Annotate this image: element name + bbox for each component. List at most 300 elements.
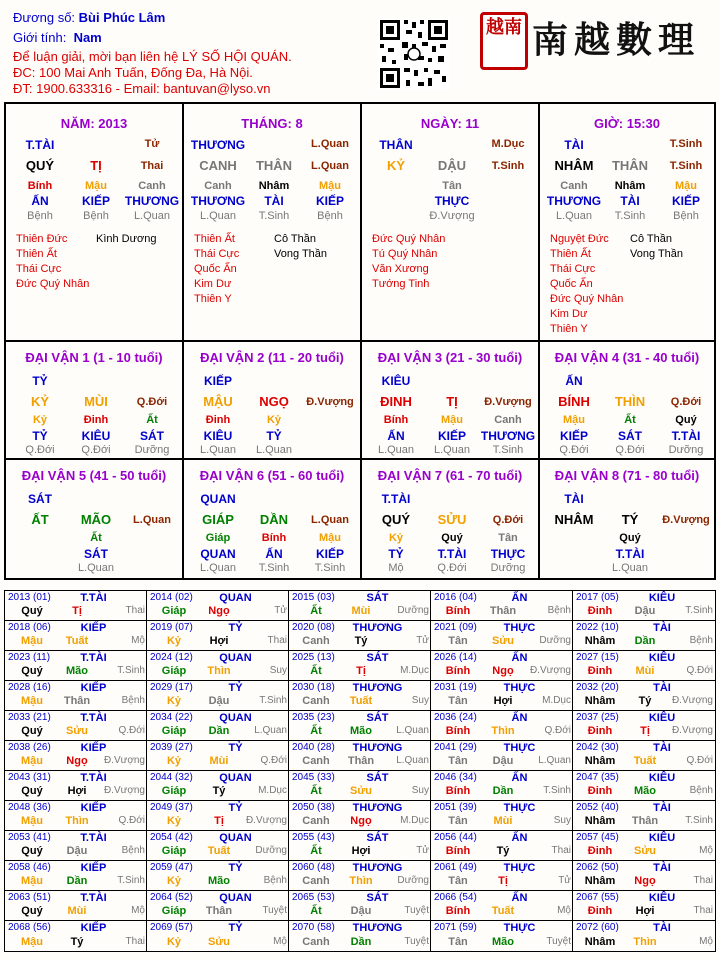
hidden-foot: L.Quan xyxy=(133,210,171,222)
year-chi: Tý xyxy=(212,785,226,797)
year-chi: Mão xyxy=(350,725,372,737)
hidden-stem: Mậu xyxy=(675,180,697,192)
year-chi: Tý xyxy=(496,845,510,857)
year-sinh: Bệnh xyxy=(121,845,145,856)
year-label: 2044 (32) xyxy=(150,772,193,783)
star-item: Kim Dư xyxy=(194,278,232,290)
year-sinh: Q.Đới xyxy=(686,665,713,676)
year-chi: Tuất xyxy=(207,845,231,857)
year-cell xyxy=(573,681,715,711)
year-chi: Dậu xyxy=(66,845,88,857)
year-label: 2015 (03) xyxy=(292,592,335,603)
year-can: Bính xyxy=(445,725,471,737)
year-pillar xyxy=(431,665,573,679)
year-cell xyxy=(5,831,147,861)
year-cell xyxy=(573,711,715,741)
year-chi: Mão xyxy=(492,936,514,948)
year-sinh: Mộ xyxy=(131,635,145,646)
year-can: Đinh xyxy=(587,725,613,737)
hidden-foot: T.Sinh xyxy=(492,444,524,456)
year-thap: THỰC xyxy=(503,682,536,694)
year-sinh: Bệnh xyxy=(121,695,145,706)
year-sinh: T.Sinh xyxy=(685,815,713,826)
year-sinh: Tử xyxy=(416,635,429,646)
year-label: 2022 (10) xyxy=(576,622,619,633)
year-thap: THỰC xyxy=(503,802,536,814)
year-can: Quý xyxy=(21,905,43,917)
hidden-stem: Mậu xyxy=(319,180,341,192)
year-thap: TỶ xyxy=(228,622,243,634)
star-item: Tướng Tinh xyxy=(372,278,430,290)
year-label: 2034 (22) xyxy=(150,712,193,723)
hidden-thap: THỰC xyxy=(490,547,526,561)
year-chi: Hợi xyxy=(209,635,229,647)
year-cell xyxy=(289,741,431,771)
year-label: 2054 (42) xyxy=(150,832,193,843)
year-cell xyxy=(431,651,573,681)
year-sinh: Đ.Vượng xyxy=(529,665,571,676)
year-pillar xyxy=(431,875,573,889)
year-sinh: Mộ xyxy=(699,936,713,947)
hidden-thap: THỰC xyxy=(434,194,470,208)
year-thap: SÁT xyxy=(366,652,389,664)
year-thap: KIÊU xyxy=(648,652,676,664)
year-sinh: Đ.Vượng xyxy=(671,725,713,736)
year-pillar xyxy=(5,695,147,709)
year-cell xyxy=(431,681,573,711)
year-pillar xyxy=(147,785,289,799)
hidden-stem: Bính xyxy=(383,414,409,426)
dai-van-title: ĐẠI VẬN 6 (51 - 60 tuổi) xyxy=(199,468,345,483)
hidden-thap: THƯƠNG xyxy=(190,194,246,208)
year-pillar xyxy=(147,605,289,619)
year-sinh: Đ.Vượng xyxy=(103,755,145,766)
year-thap: THỰC xyxy=(503,622,536,634)
hidden-thap: KIẾP xyxy=(437,429,466,443)
year-thap: THƯƠNG xyxy=(352,922,403,934)
year-cell xyxy=(573,591,715,621)
hidden-stem: Tân xyxy=(498,532,518,544)
year-chi: Mùi xyxy=(493,815,513,827)
hidden-foot: Q.Đới xyxy=(437,562,467,574)
year-label: 2042 (30) xyxy=(576,742,619,753)
year-thap: ẤN xyxy=(511,892,528,904)
year-pillar xyxy=(573,785,715,799)
dai-van-sinh: Đ.Vượng xyxy=(662,514,710,526)
year-label: 2061 (49) xyxy=(434,862,477,873)
year-sinh: Thai xyxy=(125,936,145,947)
dai-van-chi: NGỌ xyxy=(259,394,289,409)
hidden-stem: Giáp xyxy=(205,532,231,544)
year-pillar xyxy=(431,635,573,649)
year-sinh: Đ.Vượng xyxy=(671,695,713,706)
year-thap: SÁT xyxy=(366,772,389,784)
hidden-thap: ẤN xyxy=(31,194,49,208)
year-thap: THƯƠNG xyxy=(352,742,403,754)
year-label: 2020 (08) xyxy=(292,622,335,633)
year-can: Kỷ xyxy=(166,695,182,707)
year-chi: Tý xyxy=(354,635,368,647)
year-can: Bính xyxy=(445,605,471,617)
year-can: Giáp xyxy=(161,785,187,797)
address-line: ĐC: 100 Mai Anh Tuấn, Đống Đa, Hà Nội. xyxy=(13,65,253,80)
year-cell xyxy=(147,621,289,651)
year-sinh: Q.Đới xyxy=(118,815,145,826)
star-item: Thiên Ất xyxy=(194,233,235,245)
year-pillar xyxy=(289,605,431,619)
year-sinh: Tử xyxy=(558,875,571,886)
annual-luck-table xyxy=(4,590,716,952)
year-thap: THỰC xyxy=(503,742,536,754)
year-can: Nhâm xyxy=(584,695,616,707)
dai-van-1 xyxy=(6,342,184,460)
year-chi: Ngọ xyxy=(66,755,88,767)
year-cell xyxy=(147,801,289,831)
year-label: 2030 (18) xyxy=(292,682,335,693)
year-pillar xyxy=(573,755,715,769)
hidden-stem: Bính xyxy=(261,532,287,544)
year-sinh: Q.Đới xyxy=(544,725,571,736)
star-item: Văn Xương xyxy=(372,263,429,275)
pillar-thap-chi: L.Quan xyxy=(311,138,349,150)
year-label: 2062 (50) xyxy=(576,862,619,873)
year-can: Giáp xyxy=(161,845,187,857)
year-sinh: Tử xyxy=(274,605,287,616)
year-cell xyxy=(573,651,715,681)
year-cell xyxy=(147,861,289,891)
year-label: 2048 (36) xyxy=(8,802,51,813)
dai-van-can: KỶ xyxy=(30,394,50,409)
year-thap: THỰC xyxy=(503,862,536,874)
year-pillar xyxy=(5,605,147,619)
year-can: Mậu xyxy=(21,815,43,827)
dai-van-7 xyxy=(362,460,540,580)
year-can: Bính xyxy=(445,665,471,677)
year-cell xyxy=(147,711,289,741)
hidden-foot: L.Quan xyxy=(555,210,593,222)
year-sinh: Thai xyxy=(551,845,571,856)
year-label: 2066 (54) xyxy=(434,892,477,903)
hidden-foot: Đ.Vượng xyxy=(429,210,475,222)
hidden-foot: Dưỡng xyxy=(134,444,170,456)
dai-van-sinh: Đ.Vượng xyxy=(306,396,354,408)
year-chi: Sửu xyxy=(633,845,657,857)
year-cell xyxy=(431,591,573,621)
year-can: Canh xyxy=(302,815,330,827)
year-chi: Tuất xyxy=(349,695,373,707)
year-cell xyxy=(289,921,431,951)
year-cell xyxy=(431,831,573,861)
stars-bad xyxy=(630,232,683,262)
dai-van-chi: MÙI xyxy=(84,394,108,409)
year-cell xyxy=(431,621,573,651)
year-can: Canh xyxy=(302,635,330,647)
year-cell xyxy=(289,711,431,741)
year-chi: Tý xyxy=(638,695,652,707)
year-sinh: Tuyệt xyxy=(546,936,571,947)
year-pillar xyxy=(289,635,431,649)
hidden-stem: Mậu xyxy=(319,532,341,544)
year-pillar xyxy=(5,815,147,829)
year-chi: Ngọ xyxy=(492,665,514,677)
hidden-thap: TỶ xyxy=(32,429,48,443)
year-chi: Thân xyxy=(205,905,233,917)
year-chi: Mão xyxy=(208,875,230,887)
year-thap: T.TÀI xyxy=(80,652,107,664)
year-can: Nhâm xyxy=(584,936,616,948)
pillar-thap-chi: M.Dục xyxy=(491,138,525,150)
year-cell xyxy=(289,621,431,651)
dai-van-sinh: Q.Đới xyxy=(492,514,524,526)
year-pillar xyxy=(5,785,147,799)
year-label: 2071 (59) xyxy=(434,922,477,933)
year-chi: Dậu xyxy=(350,905,372,917)
dai-van-8 xyxy=(540,460,714,580)
star-item: Thiên Y xyxy=(194,293,232,305)
year-label: 2064 (52) xyxy=(150,892,193,903)
year-pillar xyxy=(573,725,715,739)
year-chi: Sửu xyxy=(65,725,89,737)
year-pillar xyxy=(431,785,573,799)
hidden-stem: Ất xyxy=(146,414,158,426)
year-pillar xyxy=(431,725,573,739)
year-pillar xyxy=(147,725,289,739)
hidden-thap: TÀI xyxy=(264,194,284,208)
year-thap: KIÊU xyxy=(648,592,676,604)
year-cell xyxy=(573,861,715,891)
year-thap: KIẾP xyxy=(80,742,107,754)
dai-van-5 xyxy=(6,460,184,580)
year-thap: THƯƠNG xyxy=(352,802,403,814)
year-sinh: Suy xyxy=(269,665,287,676)
year-pillar xyxy=(5,905,147,919)
star-item: Thiên Đức xyxy=(16,233,68,245)
dai-van-thap: TỶ xyxy=(32,374,48,388)
dai-van-can: QUÝ xyxy=(381,512,411,527)
dai-van-thap: TÀI xyxy=(564,492,584,506)
year-can: Giáp xyxy=(161,725,187,737)
gender-value: Nam xyxy=(73,30,102,45)
hidden-thap: TÀI xyxy=(620,194,640,208)
year-cell xyxy=(147,591,289,621)
year-label: 2021 (09) xyxy=(434,622,477,633)
pillar-title: NGÀY: 11 xyxy=(420,116,480,131)
year-chi: Mão xyxy=(634,785,656,797)
year-sinh: Bệnh xyxy=(689,785,713,796)
dai-van-chi: THÌN xyxy=(614,394,646,409)
hidden-stem: Quý xyxy=(441,532,463,544)
year-sinh: Mộ xyxy=(131,905,145,916)
year-chi: Dần xyxy=(66,875,88,887)
pillar-sinh: T.Sinh xyxy=(491,160,525,172)
hidden-foot: T.Sinh xyxy=(258,562,290,574)
pillar-thap-chi: T.Sinh xyxy=(669,138,703,150)
year-label: 2058 (46) xyxy=(8,862,51,873)
year-thap: KIÊU xyxy=(648,892,676,904)
dai-van-thap: QUAN xyxy=(200,492,236,506)
year-pillar xyxy=(573,665,715,679)
star-item: Kình Dương xyxy=(96,233,157,245)
year-chi: Tị xyxy=(72,605,82,617)
year-cell xyxy=(147,831,289,861)
dai-van-can: BÍNH xyxy=(558,394,590,409)
year-can: Kỷ xyxy=(166,936,182,948)
year-sinh: Bệnh xyxy=(263,875,287,886)
year-can: Bính xyxy=(445,845,471,857)
year-chi: Tị xyxy=(356,665,366,677)
year-cell xyxy=(5,741,147,771)
year-chi: Tý xyxy=(70,936,84,948)
year-thap: QUAN xyxy=(219,772,252,784)
hidden-thap: THƯƠNG xyxy=(124,194,180,208)
hidden-stem: Mậu xyxy=(563,414,585,426)
year-pillar xyxy=(431,755,573,769)
year-sinh: Đ.Vượng xyxy=(245,815,287,826)
year-chi: Mùi xyxy=(67,905,87,917)
year-can: Mậu xyxy=(21,875,43,887)
year-sinh: Tử xyxy=(416,845,429,856)
year-chi: Hợi xyxy=(493,695,513,707)
hidden-stem: Canh xyxy=(560,180,588,192)
year-label: 2046 (34) xyxy=(434,772,477,783)
year-can: Ất xyxy=(310,725,322,737)
year-chi: Tị xyxy=(214,815,224,827)
year-pillar xyxy=(573,605,715,619)
year-cell xyxy=(573,771,715,801)
year-pillar xyxy=(5,665,147,679)
year-sinh: Thai xyxy=(267,635,287,646)
hidden-stem: Mậu xyxy=(85,180,107,192)
year-pillar xyxy=(5,936,147,950)
hidden-thap: KIẾP xyxy=(315,547,344,561)
hidden-foot: Mộ xyxy=(388,562,404,574)
year-cell xyxy=(573,741,715,771)
year-pillar xyxy=(289,845,431,859)
hidden-foot: Dưỡng xyxy=(490,562,526,574)
year-pillar xyxy=(431,815,573,829)
hidden-thap: THƯƠNG xyxy=(546,194,602,208)
year-pillar xyxy=(431,845,573,859)
hidden-thap: KIẾP xyxy=(81,194,110,208)
year-sinh: Dưỡng xyxy=(255,845,287,856)
year-can: Mậu xyxy=(21,695,43,707)
year-pillar xyxy=(289,695,431,709)
year-label: 2032 (20) xyxy=(576,682,619,693)
year-thap: QUAN xyxy=(219,712,252,724)
stars-good xyxy=(550,232,623,337)
year-pillar xyxy=(5,635,147,649)
dai-van-6 xyxy=(184,460,362,580)
year-can: Ất xyxy=(310,785,322,797)
year-cell xyxy=(289,861,431,891)
year-sinh: Bệnh xyxy=(689,635,713,646)
year-chi: Dần xyxy=(492,785,514,797)
year-sinh: T.Sinh xyxy=(117,665,145,676)
year-sinh: T.Sinh xyxy=(685,605,713,616)
year-pillar xyxy=(5,845,147,859)
year-chi: Tuất xyxy=(65,635,89,647)
year-chi: Thìn xyxy=(207,665,231,677)
hidden-stem: Ất xyxy=(624,414,636,426)
year-label: 2047 (35) xyxy=(576,772,619,783)
hidden-stem: Canh xyxy=(138,180,166,192)
year-chi: Mùi xyxy=(351,605,371,617)
hidden-foot: L.Quan xyxy=(255,444,293,456)
dai-van-thap: SÁT xyxy=(28,492,52,506)
hidden-stem: Nhâm xyxy=(614,180,646,192)
year-thap: KIÊU xyxy=(648,772,676,784)
year-chi: Thân xyxy=(347,755,375,767)
hidden-foot: T.Sinh xyxy=(258,210,290,222)
year-sinh: M.Dục xyxy=(400,815,429,826)
star-item: Vong Thần xyxy=(274,248,328,260)
pillar-3 xyxy=(362,104,540,342)
year-thap: SÁT xyxy=(366,832,389,844)
year-chi: Thân xyxy=(631,815,659,827)
year-can: Canh xyxy=(302,695,330,707)
year-thap: KIÊU xyxy=(648,712,676,724)
hidden-thap: QUAN xyxy=(200,547,236,561)
year-sinh: Tuyệt xyxy=(404,905,429,916)
hidden-stem: Đinh xyxy=(205,414,231,426)
year-cell xyxy=(5,591,147,621)
year-cell xyxy=(431,741,573,771)
year-label: 2033 (21) xyxy=(8,712,51,723)
year-pillar xyxy=(573,695,715,709)
year-pillar xyxy=(5,755,147,769)
year-thap: KIẾP xyxy=(80,682,107,694)
year-sinh: L.Quan xyxy=(254,725,287,736)
year-sinh: Thai xyxy=(693,875,713,886)
year-thap: KIẾP xyxy=(80,622,107,634)
year-label: 2060 (48) xyxy=(292,862,335,873)
year-thap: TÀI xyxy=(653,922,671,934)
year-thap: SÁT xyxy=(366,712,389,724)
year-cell xyxy=(431,771,573,801)
year-thap: TÀI xyxy=(653,622,671,634)
dai-van-chi: SỬU xyxy=(437,512,467,527)
year-can: Mậu xyxy=(21,755,43,767)
dai-van-sinh: L.Quan xyxy=(133,514,171,526)
year-cell xyxy=(5,681,147,711)
pillar-sinh: L.Quan xyxy=(311,160,349,172)
year-pillar xyxy=(147,905,289,919)
year-label: 2014 (02) xyxy=(150,592,193,603)
year-thap: KIÊU xyxy=(648,832,676,844)
year-label: 2065 (53) xyxy=(292,892,335,903)
year-cell xyxy=(573,891,715,921)
year-cell xyxy=(431,861,573,891)
year-sinh: Q.Đới xyxy=(686,755,713,766)
year-thap: QUAN xyxy=(219,592,252,604)
year-chi: Thìn xyxy=(633,936,657,948)
year-label: 2029 (17) xyxy=(150,682,193,693)
qr-code-icon xyxy=(378,18,450,90)
year-cell xyxy=(5,711,147,741)
year-thap: T.TÀI xyxy=(80,892,107,904)
dai-van-title: ĐẠI VẬN 7 (61 - 70 tuổi) xyxy=(377,468,523,483)
dai-van-title: ĐẠI VẬN 2 (11 - 20 tuổi) xyxy=(200,350,344,365)
year-label: 2050 (38) xyxy=(292,802,335,813)
year-pillar xyxy=(573,815,715,829)
hidden-thap: KIẾP xyxy=(559,429,588,443)
year-label: 2040 (28) xyxy=(292,742,335,753)
year-cell xyxy=(431,711,573,741)
year-sinh: Mộ xyxy=(273,936,287,947)
year-can: Đinh xyxy=(587,905,613,917)
hidden-thap: SÁT xyxy=(140,429,164,443)
year-can: Giáp xyxy=(161,905,187,917)
